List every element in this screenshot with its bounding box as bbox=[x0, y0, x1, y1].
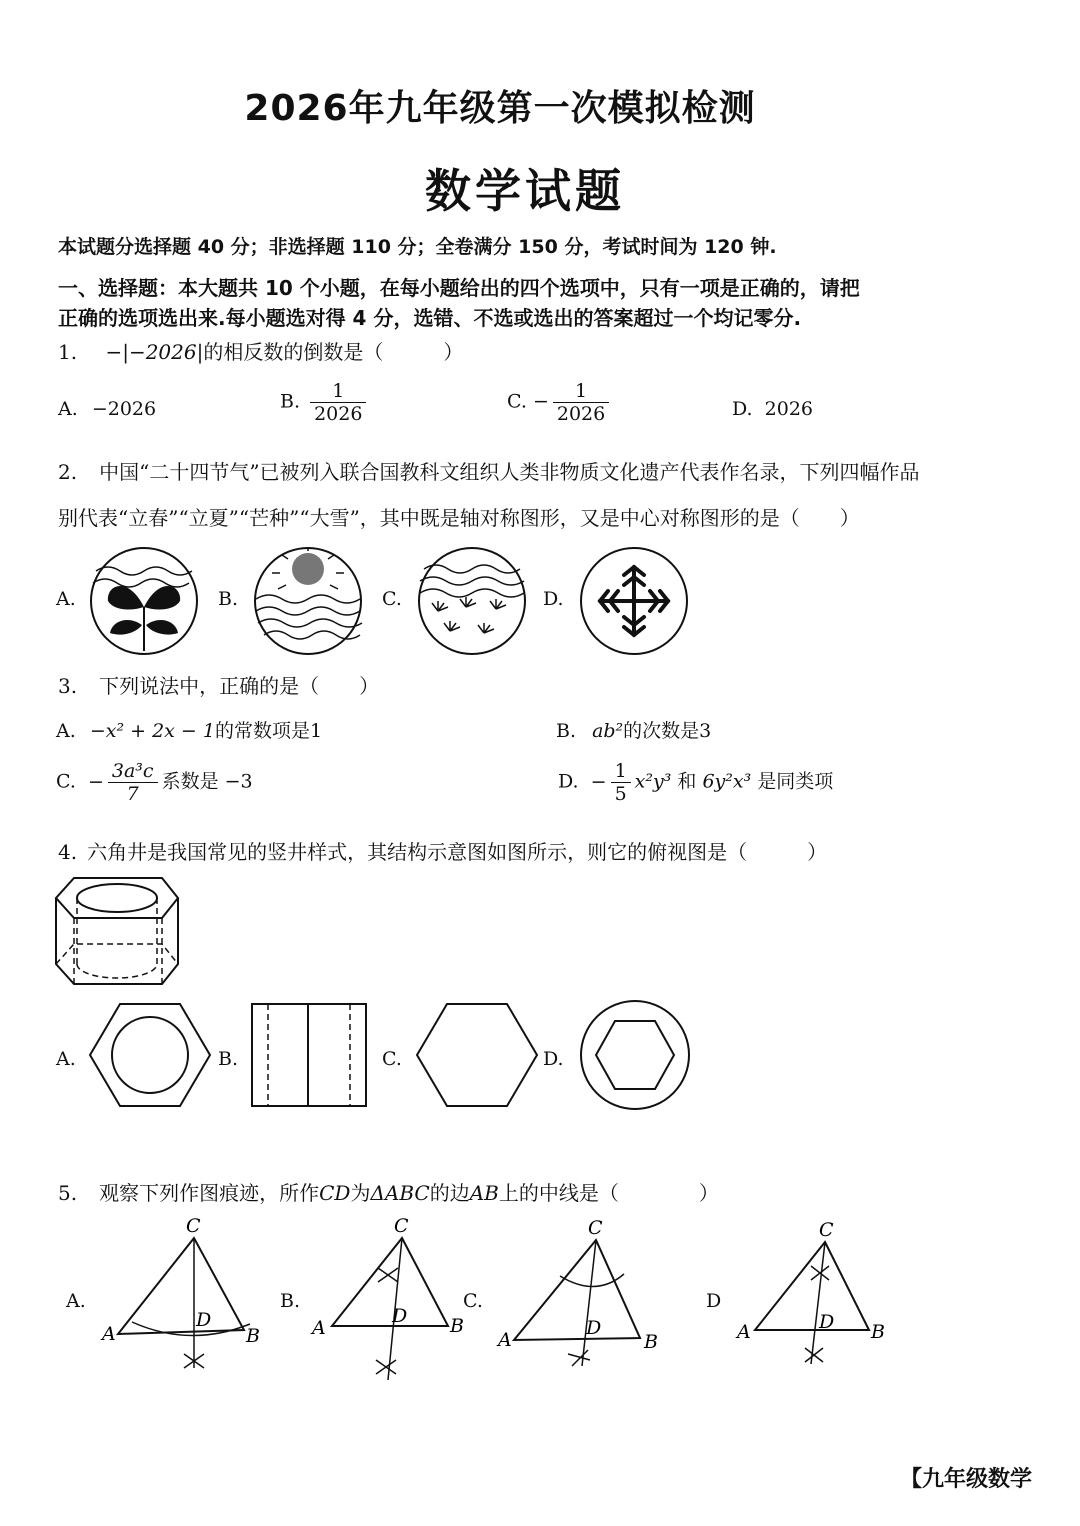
spring-sprout-icon bbox=[88, 545, 200, 657]
q4-label-d[interactable]: D. bbox=[543, 1048, 564, 1070]
q1-expression: −|−2026| bbox=[105, 340, 204, 364]
point-label-d: D bbox=[586, 1317, 602, 1339]
option-value: 2026 bbox=[764, 398, 814, 420]
minus-sign: − bbox=[87, 770, 104, 793]
rectangle-front-view-figure bbox=[250, 1002, 368, 1108]
q3-option-b[interactable] bbox=[556, 716, 711, 743]
q5-text: 观察下列作图痕迹，所作 bbox=[99, 1181, 320, 1205]
option-value: −2026 bbox=[91, 398, 157, 420]
option-label: C. bbox=[507, 390, 527, 413]
construction-figure-a bbox=[100, 1215, 265, 1378]
option-text: 的次数是3 bbox=[623, 720, 712, 742]
q1-option-c[interactable] bbox=[507, 380, 613, 425]
q5-label-b[interactable]: B. bbox=[280, 1290, 301, 1312]
option-label: C. bbox=[56, 770, 76, 793]
point-label-b: B bbox=[644, 1331, 658, 1353]
construction-figure-d bbox=[735, 1218, 895, 1373]
point-label-d: D bbox=[196, 1309, 212, 1331]
point-label-a: A bbox=[737, 1321, 751, 1343]
question-4 bbox=[58, 836, 827, 865]
q5-segment: CD bbox=[319, 1181, 351, 1205]
fraction-denominator: 2026 bbox=[556, 403, 606, 425]
q5-label-a[interactable]: A. bbox=[66, 1290, 86, 1312]
option-label: D. bbox=[558, 770, 579, 793]
q5-label-d[interactable]: D bbox=[706, 1290, 722, 1312]
option-text: 和 bbox=[677, 770, 697, 793]
fraction-denominator: 5 bbox=[614, 783, 627, 805]
question-2-line1 bbox=[58, 456, 1033, 485]
exam-note: 本试题分选择题 40 分；非选择题 110 分；全卷满分 150 分，考试时间为 120 钟. bbox=[58, 236, 777, 258]
construction-figure-b bbox=[310, 1210, 475, 1385]
q1-number: 1. bbox=[58, 340, 78, 364]
q4-label-b[interactable]: B. bbox=[218, 1048, 239, 1070]
hexagon-figure bbox=[415, 1002, 539, 1108]
point-label-b: B bbox=[450, 1315, 464, 1337]
circle-with-hexagon-figure bbox=[578, 998, 692, 1112]
fraction-numerator: 1 bbox=[611, 760, 631, 783]
footer-label: 【九年级数学 bbox=[900, 1467, 1033, 1492]
point-label-b: B bbox=[246, 1325, 260, 1347]
q4-label-c[interactable]: C. bbox=[382, 1048, 402, 1070]
q2-label-a[interactable]: A. bbox=[56, 588, 76, 610]
question-1 bbox=[58, 336, 463, 365]
option-expression: x²y³ bbox=[634, 770, 672, 793]
option-label: B. bbox=[280, 390, 301, 413]
section1-heading-line1: 一、选择题：本大题共 10 个小题，在每小题给出的四个选项中，只有一项是正确的，请把 bbox=[58, 276, 860, 300]
q5-triangle: ΔABC bbox=[370, 1181, 430, 1205]
q2-label-d[interactable]: D. bbox=[543, 588, 564, 610]
option-label: B. bbox=[556, 720, 577, 742]
q2-number: 2. bbox=[58, 460, 78, 484]
option-label: A. bbox=[56, 720, 76, 742]
question-2-line2: 别代表“立春”“立夏”“芒种”“大雪”，其中既是轴对称图形，又是中心对称图形的是（ ） bbox=[58, 506, 860, 530]
construction-figure-c bbox=[498, 1218, 668, 1378]
q5-number: 5. bbox=[58, 1181, 78, 1205]
minus-sign: − bbox=[532, 390, 549, 413]
q4-number: 4. bbox=[58, 840, 78, 864]
q1-text: 的相反数的倒数是（ ） bbox=[203, 340, 464, 364]
fraction-numerator: 3a³c bbox=[108, 760, 158, 783]
q2-label-b[interactable]: B. bbox=[218, 588, 239, 610]
q1-option-d[interactable] bbox=[732, 398, 813, 420]
q2-text-1: 中国“二十四节气”已被列入联合国教科文组织人类非物质文化遗产代表作名录，下列四幅作品 bbox=[99, 460, 920, 484]
minus-sign: − bbox=[590, 770, 607, 793]
point-label-a: A bbox=[102, 1323, 116, 1345]
option-expression: ab² bbox=[592, 720, 624, 742]
q5-text: 为 bbox=[350, 1181, 371, 1205]
subject-title: 数学试题 bbox=[425, 164, 625, 218]
q2-label-c[interactable]: C. bbox=[382, 588, 402, 610]
option-expression: −x² + 2x − 1 bbox=[89, 720, 215, 742]
q3-text: 下列说法中，正确的是（ ） bbox=[99, 674, 380, 698]
option-label: A. bbox=[58, 398, 78, 420]
q1-option-b[interactable] bbox=[280, 380, 370, 425]
q3-option-a[interactable] bbox=[56, 716, 322, 743]
point-label-a: A bbox=[312, 1317, 326, 1339]
point-label-c: C bbox=[819, 1219, 834, 1241]
summer-sun-icon bbox=[252, 545, 364, 657]
option-expression: 6y²x³ bbox=[702, 770, 752, 793]
option-text: 的常数项是1 bbox=[214, 720, 323, 742]
q5-text: 上的中线是（ ） bbox=[498, 1181, 719, 1205]
q5-label-c[interactable]: C. bbox=[463, 1290, 483, 1312]
point-label-c: C bbox=[186, 1215, 201, 1237]
point-label-d: D bbox=[819, 1311, 835, 1333]
fraction-denominator: 2026 bbox=[314, 403, 363, 425]
fraction-numerator: 1 bbox=[553, 380, 609, 403]
q4-text: 六角井是我国常见的竖井样式，其结构示意图如图所示，则它的俯视图是（ ） bbox=[87, 840, 828, 864]
point-label-d: D bbox=[392, 1305, 408, 1327]
q3-option-c[interactable] bbox=[56, 760, 253, 805]
fraction-numerator: 1 bbox=[310, 380, 366, 403]
hexagon-with-circle-figure bbox=[88, 1000, 212, 1110]
grain-rain-icon bbox=[416, 545, 528, 657]
point-label-a: A bbox=[498, 1329, 512, 1351]
exam-title: 2026年九年级第一次模拟检测 bbox=[244, 88, 756, 129]
fraction-denominator: 7 bbox=[126, 783, 139, 805]
section1-heading-line2: 正确的选项选出来.每小题选对得 4 分，选错、不选或选出的答案超过一个均记零分. bbox=[58, 306, 802, 330]
snowflake-icon bbox=[578, 545, 690, 657]
hexagonal-well-figure bbox=[52, 876, 184, 988]
option-label: D. bbox=[732, 398, 753, 420]
question-5 bbox=[58, 1177, 719, 1206]
q1-option-a[interactable] bbox=[58, 398, 156, 420]
q4-label-a[interactable]: A. bbox=[56, 1048, 76, 1070]
question-3 bbox=[58, 670, 379, 699]
point-label-c: C bbox=[394, 1215, 409, 1237]
q3-number: 3. bbox=[58, 674, 78, 698]
q5-segment: AB bbox=[469, 1181, 499, 1205]
option-text: 是同类项 bbox=[757, 770, 834, 793]
point-label-c: C bbox=[588, 1217, 603, 1239]
q3-option-d[interactable] bbox=[558, 760, 833, 805]
q5-text: 的边 bbox=[429, 1181, 470, 1205]
point-label-b: B bbox=[871, 1321, 885, 1343]
option-text: 系数是 −3 bbox=[161, 770, 253, 793]
